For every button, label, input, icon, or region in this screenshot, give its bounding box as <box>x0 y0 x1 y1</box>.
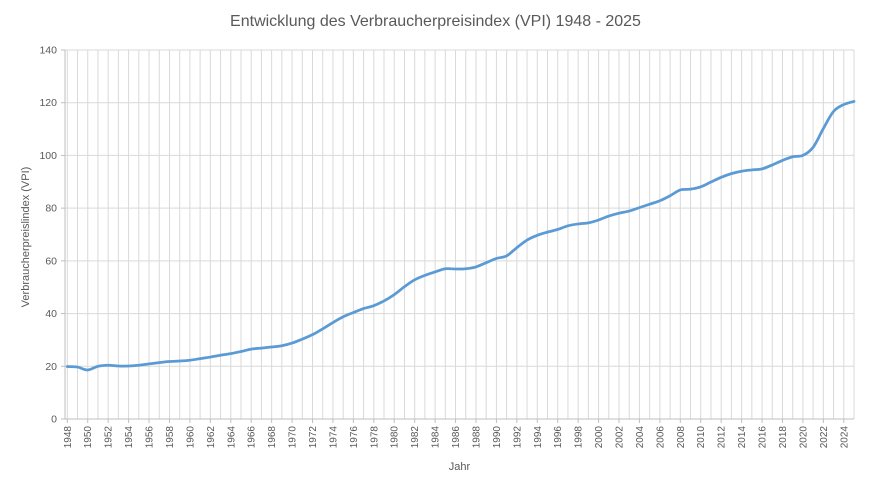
x-tick-label: 1972 <box>308 426 320 449</box>
x-tick-label: 1982 <box>410 426 422 449</box>
y-tick-label: 140 <box>39 44 57 57</box>
x-tick-label: 1988 <box>471 426 483 449</box>
x-tick-label: 1992 <box>512 426 524 449</box>
x-tick-label: 2012 <box>716 426 728 449</box>
x-tick-label: 1952 <box>103 426 115 449</box>
x-tick-label: 2024 <box>839 426 851 449</box>
x-tick-label: 2002 <box>614 426 626 449</box>
x-tick-label: 1950 <box>83 426 95 449</box>
x-tick-label: 2000 <box>594 426 606 449</box>
x-tick-label: 1960 <box>185 426 197 449</box>
x-tick-label: 2006 <box>655 426 667 449</box>
x-tick-label: 1976 <box>348 426 360 449</box>
x-tick-label: 1978 <box>369 426 381 449</box>
y-tick-label: 20 <box>45 360 57 373</box>
x-tick-label: 1948 <box>62 426 74 449</box>
y-axis-title: Verbraucherpreislindex (VPI) <box>20 166 32 308</box>
y-tick-label: 80 <box>45 202 57 215</box>
x-tick-label: 1990 <box>491 426 503 449</box>
y-tick-label: 100 <box>39 149 57 162</box>
series-line-vpi <box>67 101 854 370</box>
x-tick-label: 1974 <box>328 426 340 449</box>
x-tick-label: 2010 <box>696 426 708 449</box>
x-axis-title: Jahr <box>448 461 471 473</box>
x-tick-label: 2022 <box>818 426 830 449</box>
x-tick-label: 1996 <box>553 426 565 449</box>
x-tick-label: 1998 <box>573 426 585 449</box>
x-tick-label: 1994 <box>532 426 544 449</box>
y-tick-label: 60 <box>45 255 57 268</box>
x-tick-label: 1986 <box>451 426 463 449</box>
y-tick-label: 40 <box>45 308 57 321</box>
x-tick-label: 1966 <box>246 426 258 449</box>
x-tick-label: 2004 <box>634 426 646 449</box>
x-tick-label: 2016 <box>757 426 769 449</box>
x-tick-label: 1958 <box>164 426 176 449</box>
x-tick-label: 1962 <box>205 426 217 449</box>
y-tick-label: 120 <box>39 97 57 110</box>
y-tick-label: 0 <box>51 413 57 426</box>
x-tick-label: 2018 <box>777 426 789 449</box>
x-tick-label: 2014 <box>737 426 749 449</box>
x-tick-label: 1954 <box>124 426 136 449</box>
x-tick-label: 1956 <box>144 426 156 449</box>
x-tick-label: 1964 <box>226 426 238 449</box>
x-tick-label: 1968 <box>267 426 279 449</box>
x-tick-label: 1970 <box>287 426 299 449</box>
chart-title: Entwicklung des Verbraucherpreisindex (VPI) 1948 - 2025 <box>230 13 641 30</box>
x-tick-label: 2008 <box>675 426 687 449</box>
x-tick-label: 1984 <box>430 426 442 449</box>
x-tick-label: 2020 <box>798 426 810 449</box>
x-tick-label: 1980 <box>389 426 401 449</box>
